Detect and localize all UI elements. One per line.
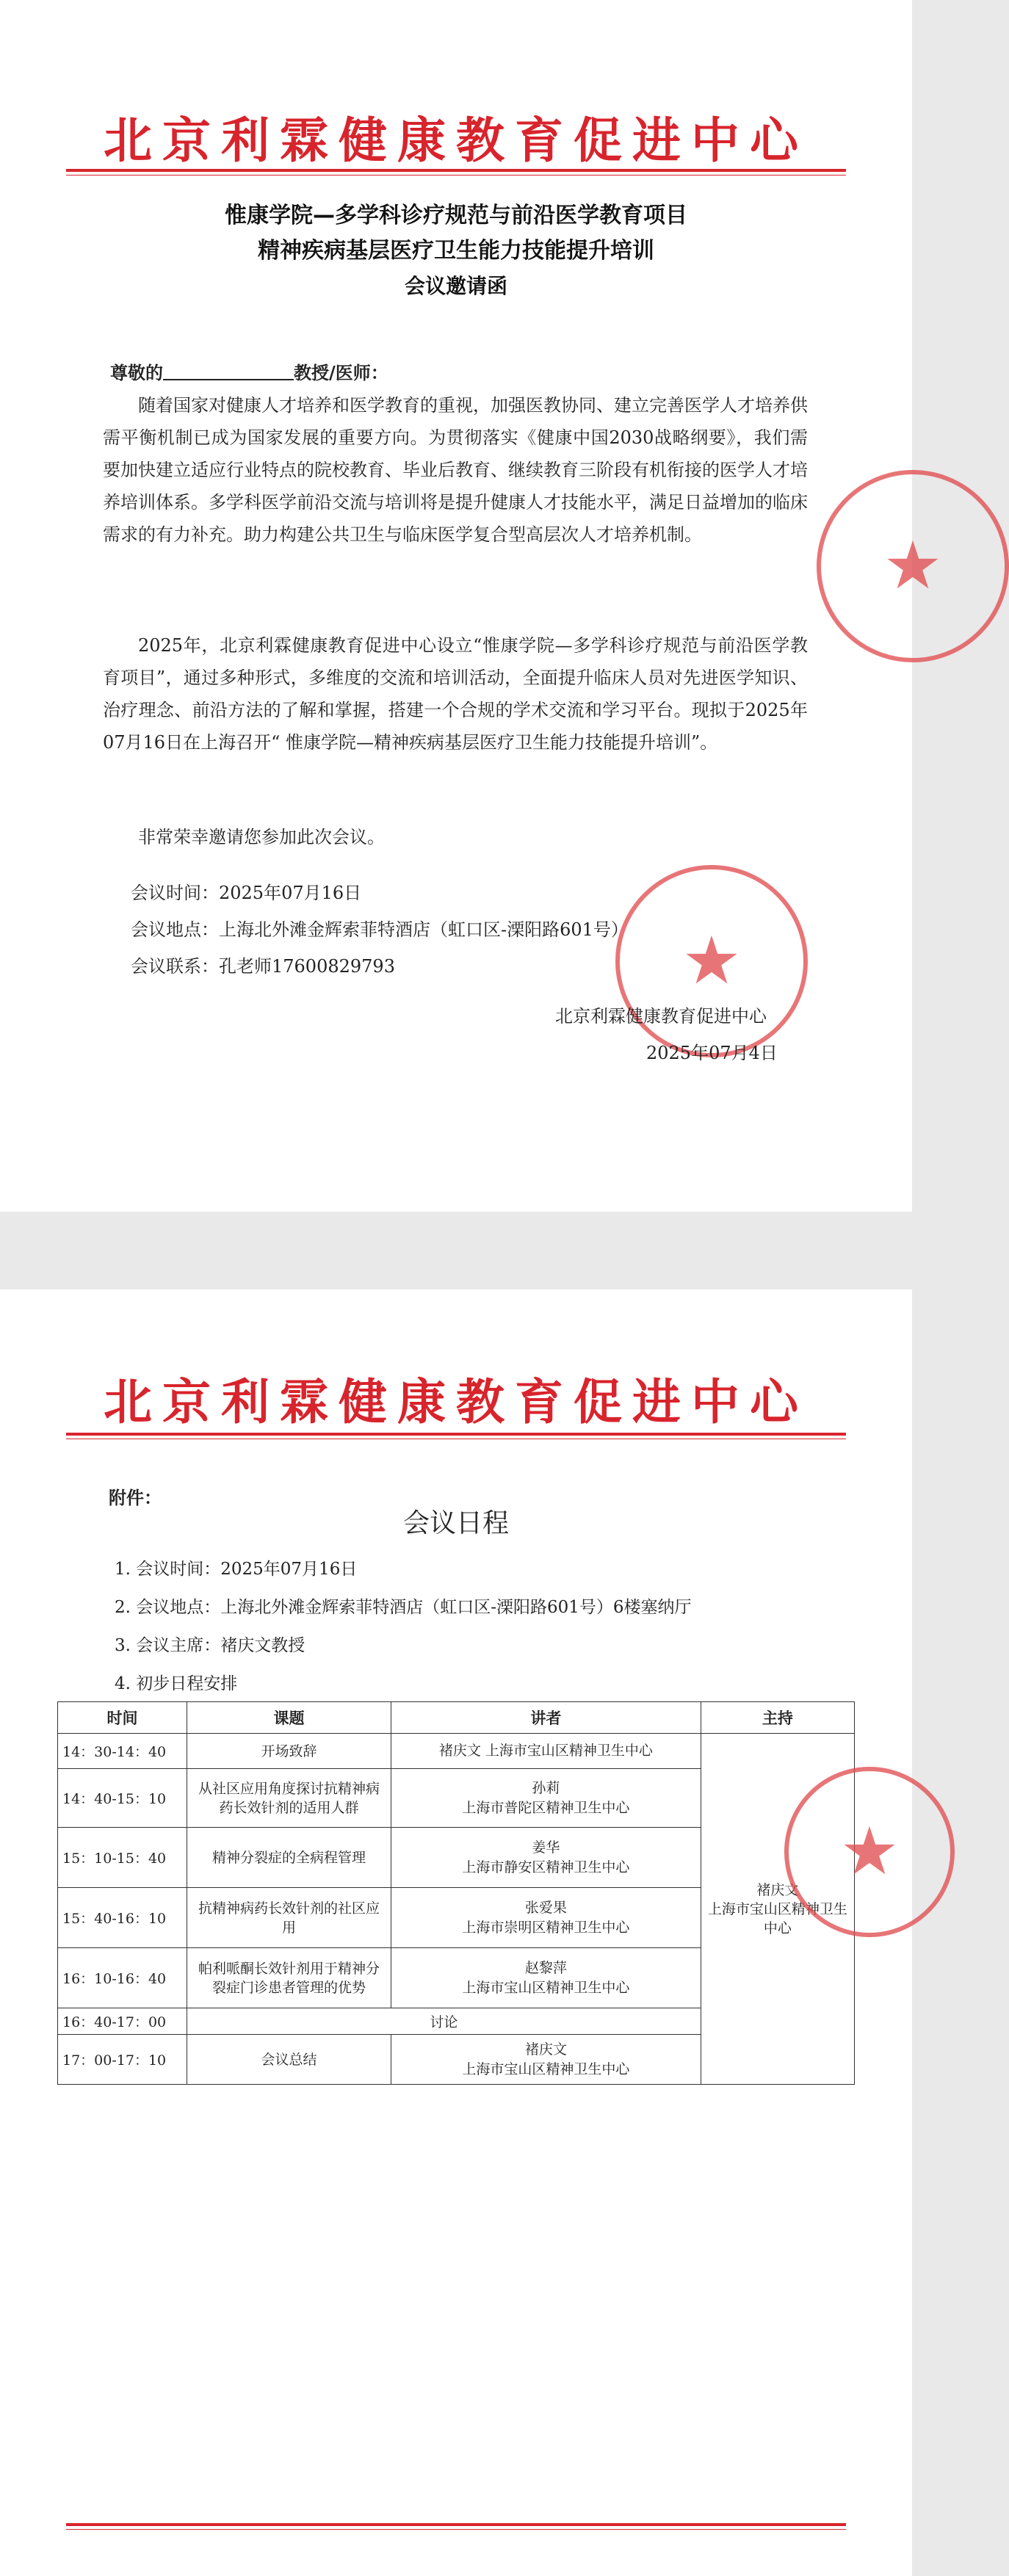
row-speaker — [391, 1828, 701, 1888]
header-speaker: 讲者 — [391, 1702, 701, 1734]
signer: 北京利霖健康教育促进中心 — [555, 1006, 767, 1027]
letterhead-title: 北京利霖健康教育促进中心 — [104, 112, 809, 169]
salutation — [110, 358, 388, 384]
row-time: 16：40-17：00 — [58, 2008, 187, 2035]
red-star-seal-icon: ★ — [615, 865, 808, 1057]
table-header-row — [58, 1702, 855, 1734]
speaker-name: 褚庆文 — [524, 2041, 567, 2058]
row-topic: 从社区应用角度探讨抗精神病药长效针剂的适用人群 — [187, 1769, 391, 1828]
speaker-name: 褚庆文 上海市宝山区精神卫生中心 — [438, 1743, 653, 1759]
partial-seal-icon: ★ — [817, 470, 1009, 662]
row-discussion: 讨论 — [187, 2008, 701, 2035]
speaker-org: 上海市宝山区精神卫生中心 — [462, 1979, 630, 1996]
invite-paragraph: 非常荣幸邀请您参加此次会议。 — [138, 827, 385, 847]
row-time: 14：40-15：10 — [58, 1769, 187, 1828]
row-speaker — [391, 1734, 701, 1769]
schedule-table — [57, 1701, 855, 2085]
letterhead-divider — [66, 169, 846, 172]
row-time: 14：30-14：40 — [58, 1734, 187, 1769]
footer-divider — [66, 2523, 846, 2526]
invitation-page — [0, 0, 943, 1212]
meeting-place: 会议地点：上海北外滩金辉索菲特酒店（虹口区-溧阳路601号） — [131, 919, 629, 940]
speaker-org: 上海市普陀区精神卫生中心 — [462, 1799, 630, 1816]
header-topic: 课题 — [187, 1702, 391, 1734]
row-speaker — [391, 2035, 701, 2085]
meeting-contact: 会议联系：孔老师17600829793 — [131, 956, 395, 977]
speaker-org: 上海市静安区精神卫生中心 — [462, 1859, 630, 1875]
salutation-suffix: 教授/医师： — [294, 362, 388, 383]
row-speaker — [391, 1769, 701, 1828]
sign-date: 2025年07月4日 — [646, 1043, 778, 1063]
invitation-heading: 会议邀请函 — [404, 274, 507, 298]
item-place: 2. 会议地点：上海北外滩金辉索菲特酒店（虹口区-溧阳路601号）6楼塞纳厅 — [115, 1598, 692, 1617]
row-topic: 抗精神病药长效针剂的社区应用 — [187, 1888, 391, 1948]
letterhead-title: 北京利霖健康教育促进中心 — [104, 1374, 809, 1430]
row-time: 15：10-15：40 — [58, 1828, 187, 1888]
row-time: 17：00-17：10 — [58, 2035, 187, 2085]
speaker-name: 赵黎萍 — [524, 1959, 567, 1976]
row-topic: 帕利哌酮长效针剂用于精神分裂症门诊患者管理的优势 — [187, 1948, 391, 2008]
intro-paragraph: 随着国家对健康人才培养和医学教育的重视，加强医教协同、建立完善医学人才培养供需平衡机制已成为国家发展的重要方向。为贯彻落实《健康中国2030战略纲要》，我们需要加快建立适应行业特点的院校教育、毕业后教育、继续教育三阶段有机衔接的医学人才培养培训体系。多学科医学前沿交流与培训将是提升健康人才技能水平，满足日益增加的临床需求的有力补充。助力构建公共卫生与临床医学复合型高层次人才培养机制。 — [103, 395, 808, 545]
speaker-org: 上海市宝山区精神卫生中心 — [462, 2061, 630, 2077]
annex-label: 附件： — [109, 1487, 162, 1508]
project-paragraph: 2025年，北京利霖健康教育促进中心设立“惟康学院—多学科诊疗规范与前沿医学教育项目”，通过多种形式，多维度的交流和培训活动，全面提升临床人员对先进医学知识、治疗理念、前沿方法的了解和掌握，搭建一个合规的学术交流和学习平台。现拟于2025年07月16日在上海召开“ 惟康学院—精神疾病基层医疗卫生能力技能提升培训”。 — [103, 635, 808, 753]
salutation-prefix: 尊敬的 — [110, 362, 163, 383]
letterhead-divider-thin — [66, 175, 846, 176]
footer-divider-thin — [66, 2529, 846, 2530]
meeting-time: 会议时间：2025年07月16日 — [131, 883, 362, 903]
table-row — [58, 1734, 855, 1769]
row-time: 15：40-16：10 — [58, 1888, 187, 1948]
item-agenda: 4. 初步日程安排 — [115, 1674, 238, 1693]
item-chair: 3. 会议主席：褚庆文教授 — [115, 1636, 305, 1655]
speaker-name: 张爱果 — [524, 1899, 567, 1916]
project-title: 惟康学院—多学科诊疗规范与前沿医学教育项目 — [225, 203, 687, 228]
speaker-name: 孙莉 — [532, 1779, 560, 1796]
row-speaker — [391, 1948, 701, 2008]
schedule-title: 会议日程 — [402, 1508, 509, 1538]
row-topic: 会议总结 — [187, 2035, 391, 2085]
row-topic: 开场致辞 — [187, 1734, 391, 1769]
header-time: 时间 — [58, 1702, 187, 1734]
training-title: 精神疾病基层医疗卫生能力技能提升培训 — [258, 238, 654, 264]
row-time: 16：10-16：40 — [58, 1948, 187, 2008]
host-name: 褚庆文 — [756, 1881, 799, 1898]
letterhead-divider — [66, 1433, 846, 1436]
row-topic: 精神分裂症的全病程管理 — [187, 1828, 391, 1888]
item-time: 1. 会议时间：2025年07月16日 — [115, 1560, 358, 1579]
speaker-name: 姜华 — [532, 1839, 560, 1856]
red-star-seal-icon: ★ — [784, 1767, 955, 1937]
header-host: 主持 — [701, 1702, 854, 1734]
host-org: 上海市宝山区精神卫生中心 — [707, 1900, 847, 1936]
speaker-org: 上海市崇明区精神卫生中心 — [462, 1919, 630, 1936]
name-blank — [163, 361, 294, 380]
row-speaker — [391, 1888, 701, 1948]
schedule-page — [0, 1289, 912, 2576]
